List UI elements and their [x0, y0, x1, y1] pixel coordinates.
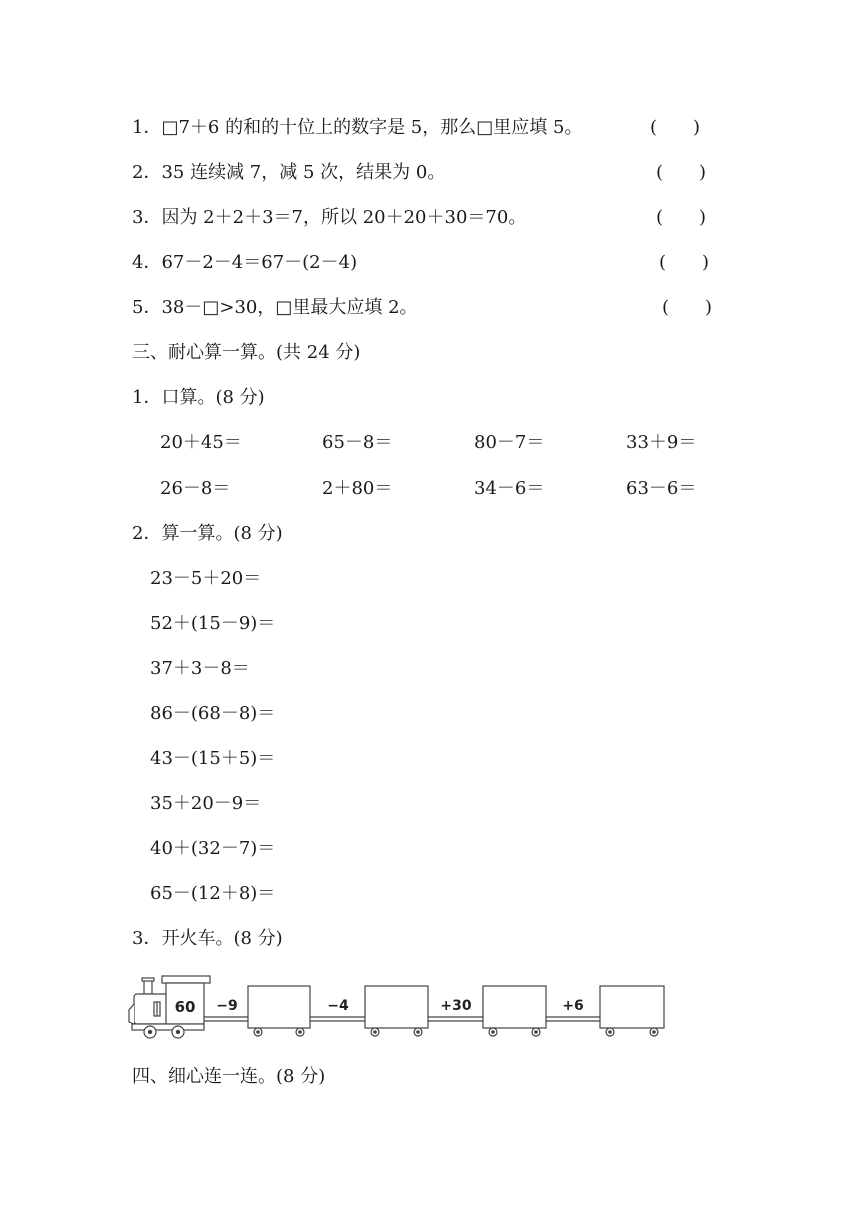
- calc-item-5: 43－(15＋5)＝: [150, 748, 276, 769]
- calc-item-8: 65－(12＋8)＝: [150, 883, 276, 904]
- train-car-2[interactable]: [365, 986, 428, 1028]
- train-title: 3．开火车。(8 分): [132, 928, 283, 949]
- train-car-1[interactable]: [248, 986, 310, 1028]
- answer-paren-1[interactable]: ( ): [650, 117, 701, 138]
- oral-calc-r1-c1: 20＋45＝: [160, 432, 242, 453]
- oral-calc-r2-c1: 26－8＝: [160, 478, 231, 499]
- oral-calc-r2-c3: 34－6＝: [474, 478, 545, 499]
- answer-paren-3[interactable]: ( ): [656, 207, 707, 228]
- answer-paren-4[interactable]: ( ): [659, 252, 710, 273]
- oral-calc-title: 1．口算。(8 分): [132, 387, 265, 408]
- train-car-4[interactable]: [600, 986, 664, 1028]
- train-op-1: −9: [216, 998, 238, 1014]
- calc-item-7: 40＋(32－7)＝: [150, 838, 276, 859]
- answer-paren-2[interactable]: ( ): [656, 162, 707, 183]
- train-diagram: [128, 974, 673, 1040]
- oral-calc-r2-c4: 63－6＝: [626, 478, 697, 499]
- answer-paren-5[interactable]: ( ): [662, 297, 713, 318]
- calc-item-3: 37＋3－8＝: [150, 658, 250, 679]
- train-op-3: +30: [440, 998, 472, 1014]
- train-op-2: −4: [327, 998, 349, 1014]
- section-4-title: 四、细心连一连。(8 分): [132, 1066, 326, 1087]
- locomotive: [129, 976, 210, 1038]
- judge-item-5: 5．38－□>30，□里最大应填 2。: [132, 297, 418, 318]
- judge-item-2: 2．35 连续减 7，减 5 次，结果为 0。: [132, 162, 446, 183]
- train-start-value: 60: [174, 998, 196, 1016]
- oral-calc-r1-c4: 33＋9＝: [626, 432, 697, 453]
- oral-calc-r1-c2: 65－8＝: [322, 432, 393, 453]
- calc-item-1: 23－5＋20＝: [150, 568, 262, 589]
- judge-item-3: 3．因为 2＋2＋3＝7，所以 20＋20＋30＝70。: [132, 207, 527, 228]
- section-3-title: 三、耐心算一算。(共 24 分): [132, 342, 361, 363]
- calc-item-4: 86－(68－8)＝: [150, 703, 276, 724]
- oral-calc-r2-c2: 2＋80＝: [322, 478, 393, 499]
- calc-title: 2．算一算。(8 分): [132, 523, 283, 544]
- calc-item-2: 52＋(15－9)＝: [150, 613, 276, 634]
- train-car-3[interactable]: [483, 986, 546, 1028]
- oral-calc-r1-c3: 80－7＝: [474, 432, 545, 453]
- calc-item-6: 35＋20－9＝: [150, 793, 262, 814]
- judge-item-1: 1．□7＋6 的和的十位上的数字是 5，那么□里应填 5。: [132, 117, 583, 138]
- train-op-4: +6: [562, 998, 584, 1014]
- judge-item-4: 4．67－2－4＝67－(2－4): [132, 252, 358, 273]
